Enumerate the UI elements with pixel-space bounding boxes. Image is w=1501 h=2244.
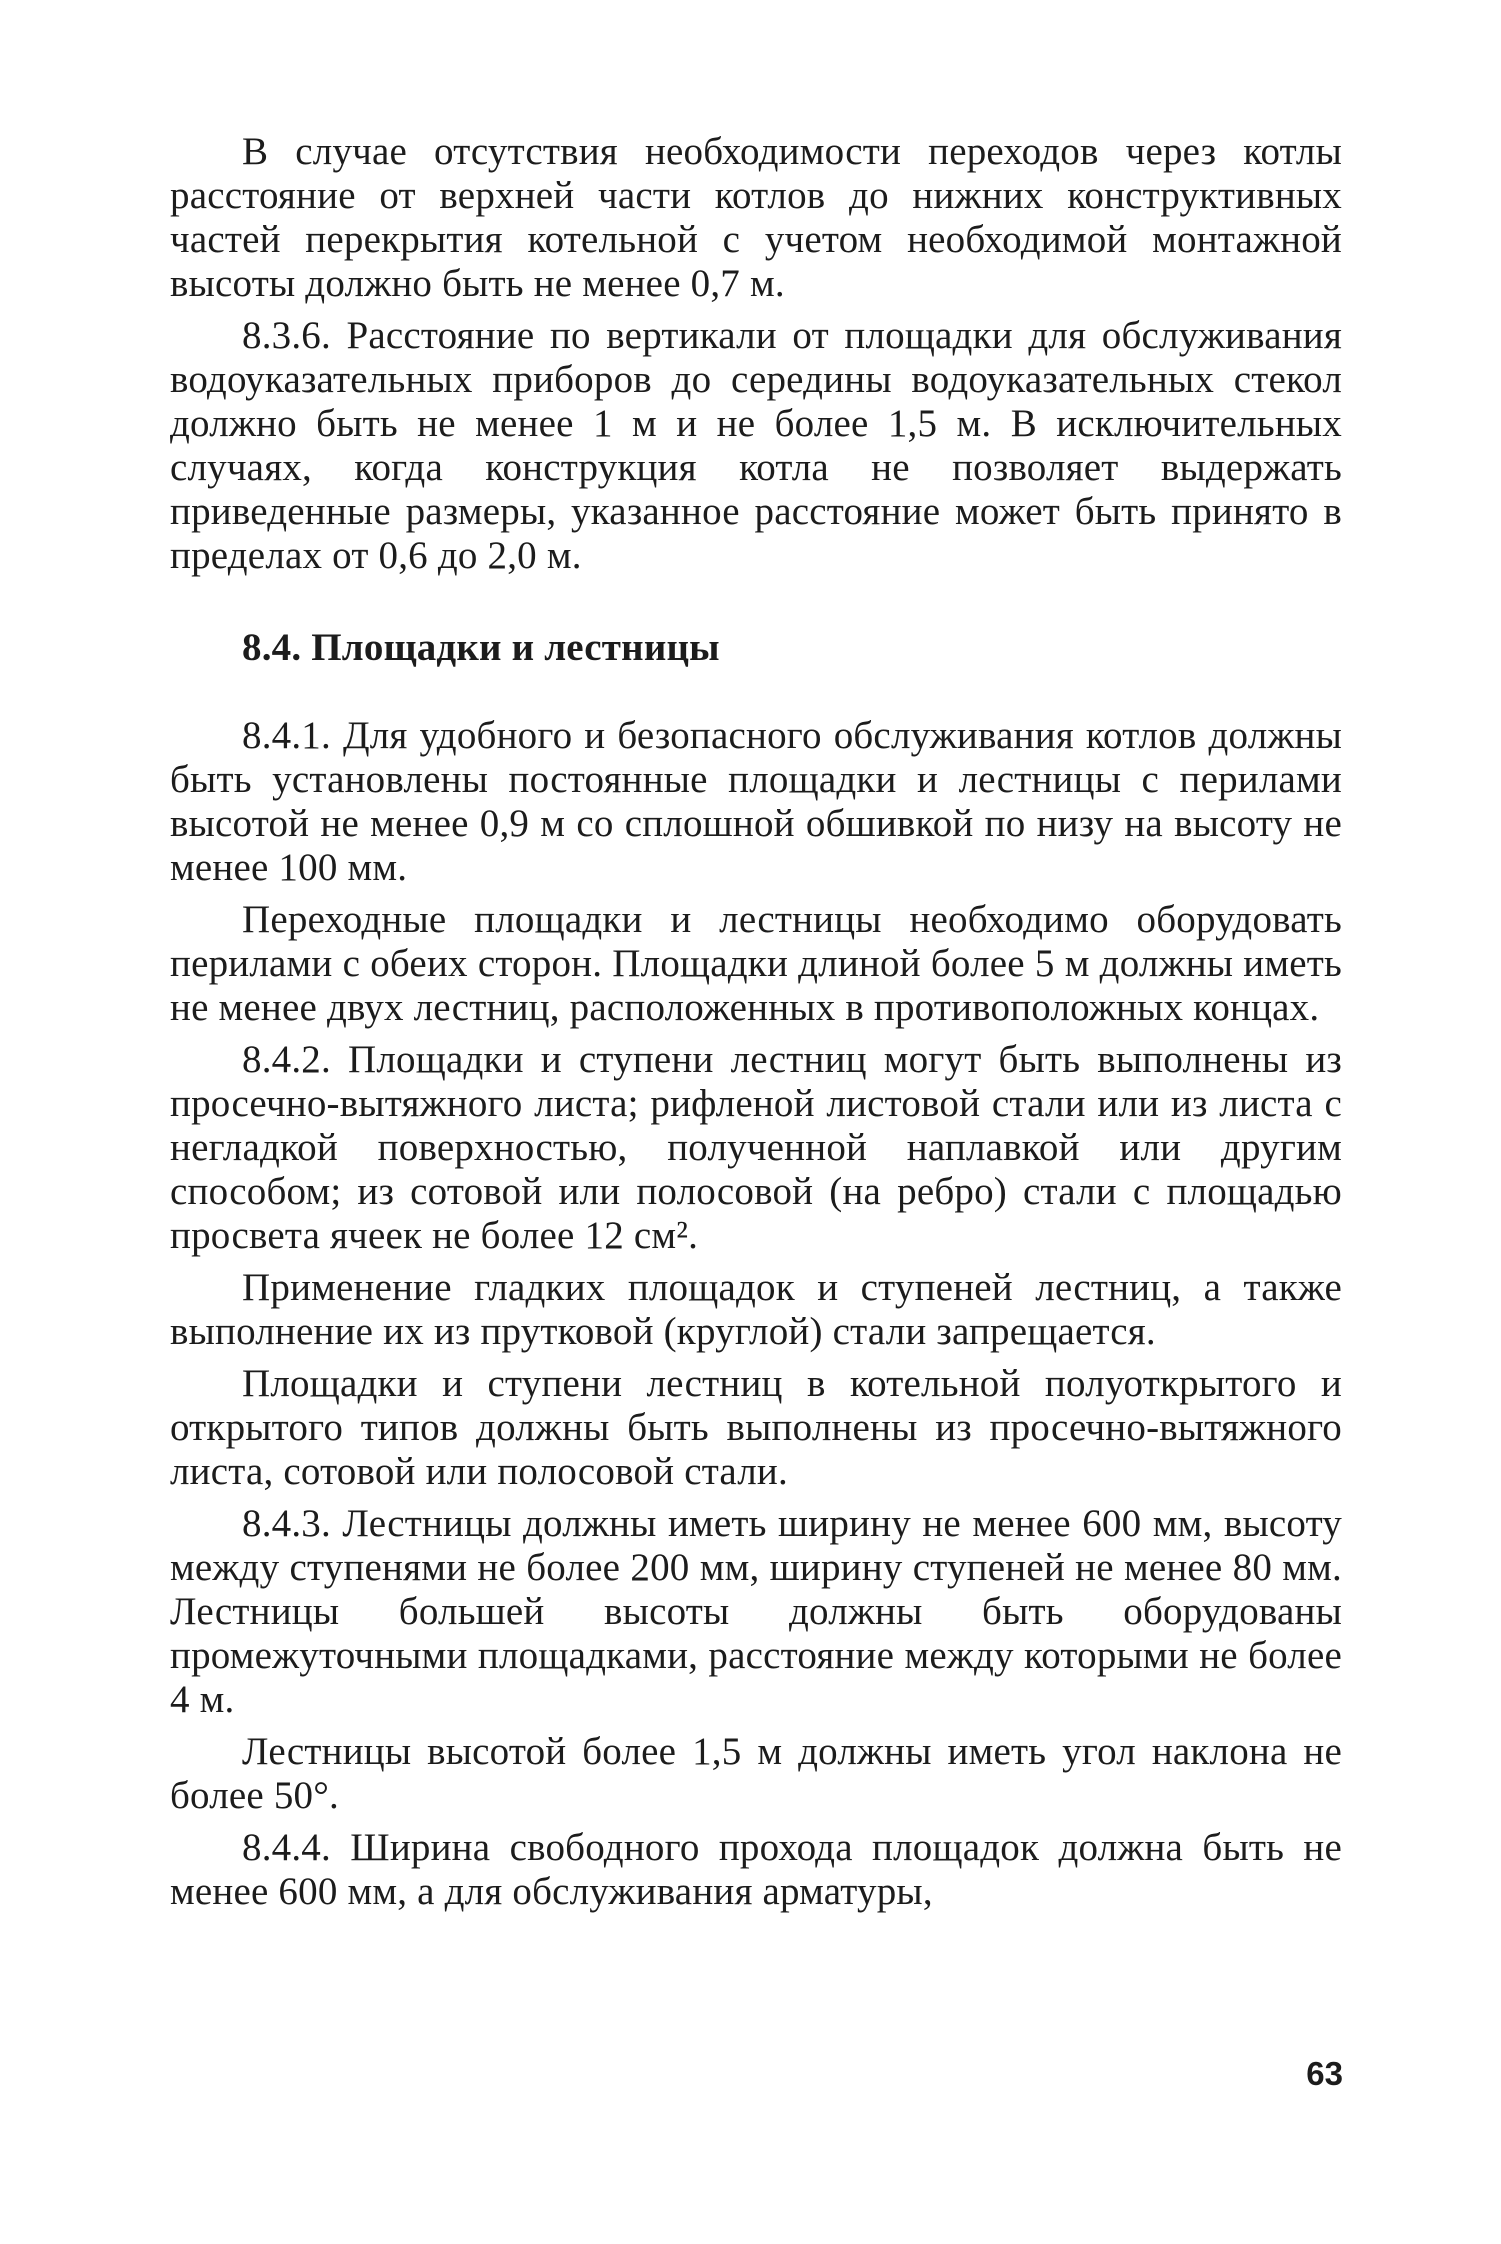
- paragraph-semi-open-boiler: Площадки и ступени лестниц в котельной полуоткрытого и открытого типов должны быть выполнены из просечно-вытяжного листа, сотовой или полосовой стали.: [170, 1362, 1342, 1493]
- paragraph-smooth-prohibited: Применение гладких площадок и ступеней лестниц, а также выполнение их из прутковой (круглой) стали запрещается.: [170, 1266, 1342, 1353]
- paragraph-8-4-4: 8.4.4. Ширина свободного прохода площадок должна быть не менее 600 мм, а для обслуживания арматуры,: [170, 1826, 1342, 1913]
- paragraph-8-4-3: 8.4.3. Лестницы должны иметь ширину не менее 600 мм, высоту между ступенями не более 200 мм, ширину ступеней не менее 80 мм. Лестницы большей высоты должны быть оборудованы промежуточными площадками, расстояние между которыми не более 4 м.: [170, 1502, 1342, 1721]
- paragraph-ladder-angle: Лестницы высотой более 1,5 м должны иметь угол наклона не более 50°.: [170, 1730, 1342, 1817]
- paragraph-8-4-1: 8.4.1. Для удобного и безопасного обслуживания котлов должны быть установлены постоянные площадки и лестницы с перилами высотой не менее 0,9 м со сплошной обшивкой по низу на высоту не менее 100 мм.: [170, 714, 1342, 889]
- paragraph-railings: Переходные площадки и лестницы необходимо оборудовать перилами с обеих сторон. Площадки длиной более 5 м должны иметь не менее двух лестниц, расположенных в противоположных концах.: [170, 898, 1342, 1029]
- page-number: 63: [1306, 2055, 1343, 2092]
- paragraph-8-3-6: 8.3.6. Расстояние по вертикали от площадки для обслуживания водоуказательных приборов до середины водоуказательных стекол должно быть не менее 1 м и не более 1,5 м. В исключительных случаях, когда конструкция котла не позволяет выдержать приведенные размеры, указанное расстояние может быть принято в пределах от 0,6 до 2,0 м.: [170, 314, 1342, 577]
- document-page: [170, 130, 1342, 1922]
- paragraph-8-4-2: 8.4.2. Площадки и ступени лестниц могут быть выполнены из просечно-вытяжного листа; рифленой листовой стали или из листа с негладкой поверхностью, полученной наплавкой или другим способом; из сотовой или полосовой (на ребро) стали с площадью просвета ячеек не более 12 см².: [170, 1038, 1342, 1257]
- paragraph-boiler-clearance: В случае отсутствия необходимости переходов через котлы расстояние от верхней части котлов до нижних конструктивных частей перекрытия котельной с учетом необходимой монтажной высоты должно быть не менее 0,7 м.: [170, 130, 1342, 305]
- section-heading-8-4: 8.4. Площадки и лестницы: [242, 626, 720, 669]
